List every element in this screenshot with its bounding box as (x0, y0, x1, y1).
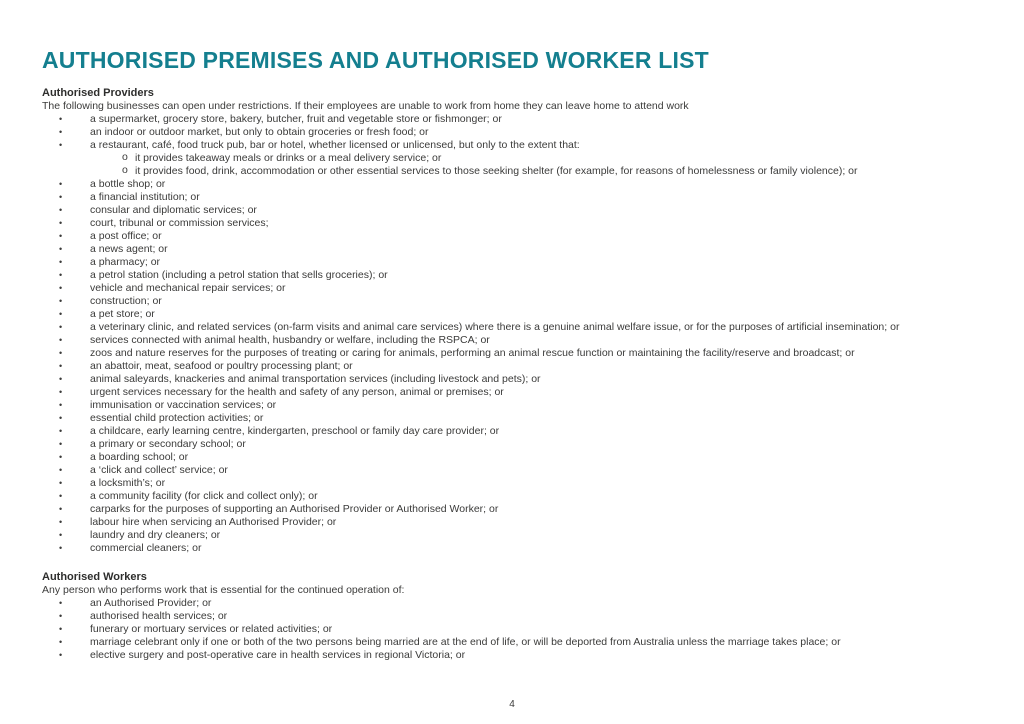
bullet-icon: • (59, 348, 63, 358)
list-item-text: a pet store; or (90, 308, 155, 320)
bullet-icon: • (59, 637, 63, 647)
list-item (42, 399, 1010, 412)
sub-list-item (90, 152, 1010, 165)
list-item (42, 308, 1010, 321)
bullet-icon: • (59, 192, 63, 202)
list-item-text: a locksmith’s; or (90, 477, 166, 489)
list-item-text: construction; or (90, 295, 162, 307)
bullet-icon: • (59, 517, 63, 527)
list-item-text: a restaurant, café, food truck pub, bar or hotel, whether licensed or unlicensed, but only to the extent that: (90, 139, 580, 151)
list-item (42, 178, 1010, 191)
list-item-text: authorised health services; or (90, 610, 228, 622)
list-item-text: a primary or secondary school; or (90, 438, 246, 450)
list-item (42, 529, 1010, 542)
list-item-text: an indoor or outdoor market, but only to obtain groceries or fresh food; or (90, 126, 429, 138)
sub-list-item-text: it provides takeaway meals or drinks or a meal delivery service; or (135, 152, 442, 164)
list-item (42, 204, 1010, 217)
bullet-icon: • (59, 231, 63, 241)
list-item (42, 256, 1010, 269)
list-item-text: an Authorised Provider; or (90, 597, 212, 609)
list-item-text: laundry and dry cleaners; or (90, 529, 221, 541)
bullet-icon: • (59, 270, 63, 280)
list-item-text: a veterinary clinic, and related services (on-farm visits and animal care services) where there is a genuine animal welfare issue, or for the purposes of artificial insemination; or (90, 321, 900, 333)
list-item-text: marriage celebrant only if one or both of the two persons being married are at the end of life, or will be deported from Australia unless the marriage takes place; or (90, 636, 841, 648)
list-item-text: a ‘click and collect’ service; or (90, 464, 228, 476)
bullet-icon: • (59, 335, 63, 345)
sub-bullet-icon: o (122, 151, 128, 163)
list-item-text: a supermarket, grocery store, bakery, butcher, fruit and vegetable store or fishmonger; or (90, 113, 502, 125)
list-item-text: labour hire when servicing an Authorised Provider; or (90, 516, 337, 528)
providers-heading: Authorised Providers (42, 87, 154, 99)
list-item-text: essential child protection activities; or (90, 412, 264, 424)
authorised-providers-section (42, 87, 1010, 555)
list-item (42, 597, 1010, 610)
list-item (42, 217, 1010, 230)
list-item-text: animal saleyards, knackeries and animal transportation services (including livestock and pets); or (90, 373, 541, 385)
bullet-icon: • (59, 491, 63, 501)
list-item-text: elective surgery and post-operative care in health services in regional Victoria; or (90, 649, 466, 661)
bullet-icon: • (59, 465, 63, 475)
providers-intro: The following businesses can open under restrictions. If their employees are unable to work from home they can leave home to attend work (42, 100, 689, 112)
list-item-text: an abattoir, meat, seafood or poultry processing plant; or (90, 360, 353, 372)
list-item (42, 490, 1010, 503)
list-item-text: court, tribunal or commission services; (90, 217, 269, 229)
list-item (42, 477, 1010, 490)
list-item (42, 542, 1010, 555)
list-item (42, 516, 1010, 529)
sub-list-item (90, 165, 1010, 178)
list-item (42, 282, 1010, 295)
list-item (42, 334, 1010, 347)
list-item (42, 623, 1010, 636)
bullet-icon: • (59, 478, 63, 488)
workers-list (42, 597, 1010, 662)
list-item-text: commercial cleaners; or (90, 542, 202, 554)
bullet-icon: • (59, 504, 63, 514)
workers-intro: Any person who performs work that is essential for the continued operation of: (42, 584, 405, 596)
bullet-icon: • (59, 309, 63, 319)
bullet-icon: • (59, 257, 63, 267)
list-item-text: a pharmacy; or (90, 256, 161, 268)
bullet-icon: • (59, 114, 63, 124)
list-item (42, 386, 1010, 399)
list-item-text: a petrol station (including a petrol station that sells groceries); or (90, 269, 388, 281)
list-item-text: a bottle shop; or (90, 178, 166, 190)
bullet-icon: • (59, 452, 63, 462)
list-item-text: a childcare, early learning centre, kindergarten, preschool or family day care provider; or (90, 425, 500, 437)
bullet-icon: • (59, 140, 63, 150)
bullet-icon: • (59, 244, 63, 254)
list-item (42, 321, 1010, 334)
list-item (42, 269, 1010, 282)
bullet-icon: • (59, 205, 63, 215)
bullet-icon: • (59, 598, 63, 608)
bullet-icon: • (59, 374, 63, 384)
bullet-icon: • (59, 400, 63, 410)
sub-bullet-icon: o (122, 164, 128, 176)
list-item (42, 113, 1010, 126)
list-item-text: a boarding school; or (90, 451, 189, 463)
list-item (42, 360, 1010, 373)
bullet-icon: • (59, 439, 63, 449)
sub-list-item-text: it provides food, drink, accommodation or other essential services to those seeking shelter (for example, for reasons of homelessness or family violence); or (135, 165, 858, 177)
list-item-text: immunisation or vaccination services; or (90, 399, 277, 411)
page-number: 4 (509, 699, 515, 710)
list-item-text: services connected with animal health, husbandry or welfare, including the RSPCA; or (90, 334, 490, 346)
list-item (42, 610, 1010, 623)
bullet-icon: • (59, 413, 63, 423)
list-item-text: carparks for the purposes of supporting an Authorised Provider or Authorised Worker; or (90, 503, 499, 515)
bullet-icon: • (59, 283, 63, 293)
list-item (42, 636, 1010, 649)
bullet-icon: • (59, 127, 63, 137)
list-item-text: a news agent; or (90, 243, 168, 255)
list-item-text: zoos and nature reserves for the purposes of treating or caring for animals, performing an animal rescue function or maintaining the facility/reserve and broadcast; or (90, 347, 855, 359)
bullet-icon: • (59, 624, 63, 634)
list-item-text: vehicle and mechanical repair services; or (90, 282, 286, 294)
list-item (42, 451, 1010, 464)
list-item (42, 347, 1010, 360)
list-item (42, 503, 1010, 516)
list-item (42, 373, 1010, 386)
list-item (42, 230, 1010, 243)
list-item (42, 126, 1010, 139)
providers-list (42, 113, 1010, 555)
list-item (42, 139, 1010, 178)
bullet-icon: • (59, 179, 63, 189)
authorised-workers-section (42, 571, 1010, 662)
list-item (42, 243, 1010, 256)
list-item-text: a post office; or (90, 230, 162, 242)
list-item-text: urgent services necessary for the health and safety of any person, animal or premises; or (90, 386, 504, 398)
list-item (42, 295, 1010, 308)
bullet-icon: • (59, 361, 63, 371)
bullet-icon: • (59, 218, 63, 228)
bullet-icon: • (59, 530, 63, 540)
bullet-icon: • (59, 322, 63, 332)
sub-list (90, 152, 1010, 178)
bullet-icon: • (59, 650, 63, 660)
list-item (42, 438, 1010, 451)
bullet-icon: • (59, 611, 63, 621)
list-item-text: funerary or mortuary services or related activities; or (90, 623, 333, 635)
bullet-icon: • (59, 543, 63, 553)
workers-heading: Authorised Workers (42, 571, 147, 583)
page-title: AUTHORISED PREMISES AND AUTHORISED WORKER LIST (42, 47, 709, 73)
list-item (42, 412, 1010, 425)
list-item (42, 649, 1010, 662)
list-item (42, 191, 1010, 204)
list-item (42, 464, 1010, 477)
bullet-icon: • (59, 387, 63, 397)
list-item-text: a community facility (for click and collect only); or (90, 490, 318, 502)
list-item-text: a financial institution; or (90, 191, 200, 203)
bullet-icon: • (59, 296, 63, 306)
list-item-text: consular and diplomatic services; or (90, 204, 257, 216)
bullet-icon: • (59, 426, 63, 436)
list-item (42, 425, 1010, 438)
